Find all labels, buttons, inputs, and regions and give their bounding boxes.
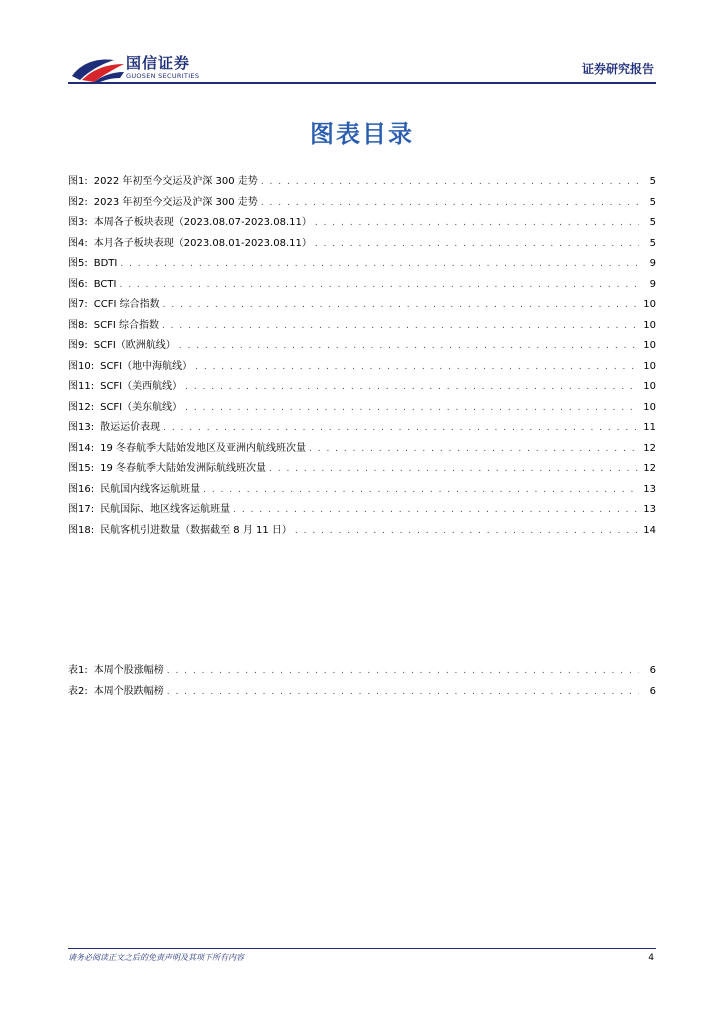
figure-toc-entry[interactable] [68,439,656,460]
entry-title: SCFI（美东航线） [100,401,183,413]
dot-leader [167,666,639,676]
disclaimer-note: 请务必阅读正文之后的免责声明及其项下所有内容 [68,953,244,962]
dot-leader [120,259,639,269]
entry-page-number: 10 [643,340,656,351]
entry-page-number: 10 [643,319,656,331]
dot-leader [261,198,639,208]
entry-label: 图14: [68,442,95,454]
entry-title: SCFI（美西航线） [100,381,183,392]
dot-leader [185,403,639,413]
figure-toc-entry[interactable] [68,336,656,357]
dot-leader [315,239,639,249]
entry-title: SCFI（欧洲航线） [93,340,176,351]
entry-title: 本周各子板块表现（2023.08.07-2023.08.11） [93,217,312,228]
figure-list [68,172,656,541]
entry-page-number: 10 [643,360,656,372]
dot-leader [167,687,639,697]
figure-toc-entry[interactable] [68,398,656,419]
footer-divider [68,948,656,949]
dot-leader [233,505,639,515]
entry-label: 图16: [68,483,95,495]
figure-toc-entry[interactable] [68,275,656,296]
entry-title: 本周个股涨幅榜 [93,665,164,676]
entry-page-number: 6 [649,665,656,676]
dot-leader [179,341,639,351]
dot-leader [163,300,639,310]
page-title: 图表目录 [310,120,414,148]
brand-name [126,55,199,81]
entry-page-number: 13 [643,483,656,495]
entry-title: SCFI（地中海航线） [100,360,193,372]
entry-page-number: 9 [649,258,656,269]
entry-page-number: 6 [649,685,656,697]
figure-toc-entry[interactable] [68,316,656,337]
entry-title: 2022 年初至今交运及沪深 300 走势 [93,176,258,187]
entry-label: 图2: [68,196,88,208]
figure-toc-entry[interactable] [68,357,656,378]
page-number: 4 [648,953,654,963]
guosen-logo-icon [68,52,128,84]
entry-page-number: 5 [649,217,656,228]
entry-page-number: 5 [649,237,656,249]
dot-leader [162,321,639,331]
entry-title: SCFI 综合指数 [93,319,159,331]
table-toc-entry[interactable] [68,682,656,703]
header-divider [68,82,656,84]
table-toc-entry[interactable] [68,661,656,682]
entry-page-number: 13 [643,504,656,515]
dot-leader [195,362,639,372]
entry-page-number: 10 [643,299,656,310]
figure-toc-entry[interactable] [68,213,656,234]
dot-leader [203,485,639,495]
figure-toc-entry[interactable] [68,418,656,439]
figure-toc-entry[interactable] [68,377,656,398]
entry-label: 图6: [68,278,88,290]
entry-title: BDTI [93,258,118,269]
figure-toc-entry[interactable] [68,480,656,501]
brand-name-cn: 国信证券 [126,54,191,72]
entry-label: 图4: [68,237,88,249]
dot-leader [163,423,639,433]
entry-title: 民航国内线客运航班量 [100,483,201,495]
entry-label: 图7: [68,299,88,310]
figure-toc-entry[interactable] [68,193,656,214]
dot-leader [185,382,639,392]
brand-name-en: GUOSEN SECURITIES [126,72,200,80]
entry-page-number: 5 [649,196,656,208]
entry-page-number: 12 [643,442,656,454]
entry-label: 图17: [68,504,95,515]
report-type-label: 证券研究报告 [581,62,654,76]
dot-leader [309,444,639,454]
entry-page-number: 12 [643,463,656,474]
dot-leader [261,177,639,187]
entry-title: 2023 年初至今交运及沪深 300 走势 [93,196,258,208]
figure-toc-entry[interactable] [68,459,656,480]
dot-leader [315,218,639,228]
entry-label: 图3: [68,217,88,228]
entry-page-number: 5 [649,176,656,187]
figure-toc-entry[interactable] [68,521,656,542]
entry-title: 本周个股跌幅榜 [93,685,164,697]
entry-page-number: 10 [643,381,656,392]
entry-page-number: 11 [643,422,656,433]
entry-title: BCTI [93,278,117,290]
entry-label: 图12: [68,401,95,413]
entry-label: 图1: [68,176,88,187]
figure-toc-entry[interactable] [68,234,656,255]
entry-label: 图11: [68,381,95,392]
entry-label: 图5: [68,258,88,269]
entry-title: 民航客机引进数量（数据截至 8 月 11 日） [100,524,292,536]
entry-page-number: 14 [643,524,656,536]
entry-title: CCFI 综合指数 [93,299,160,310]
figure-toc-entry[interactable] [68,254,656,275]
entry-page-number: 9 [649,278,656,290]
page-header [0,0,724,90]
entry-label: 图15: [68,463,95,474]
entry-title: 本月各子板块表现（2023.08.01-2023.08.11） [93,237,312,249]
entry-title: 19 冬春航季大陆始发洲际航线班次量 [100,463,266,474]
entry-label: 图9: [68,340,88,351]
entry-label: 图10: [68,360,95,372]
figure-toc-entry[interactable] [68,500,656,521]
entry-title: 民航国际、地区线客运航班量 [100,504,231,515]
entry-label: 表1: [68,665,88,676]
entry-page-number: 10 [643,401,656,413]
entry-label: 表2: [68,685,88,697]
entry-title: 散运运价表现 [100,422,161,433]
dot-leader [119,280,639,290]
entry-label: 图18: [68,524,95,536]
table-list [68,661,656,702]
entry-label: 图8: [68,319,88,331]
dot-leader [295,526,639,536]
figure-toc-entry[interactable] [68,295,656,316]
dot-leader [269,464,639,474]
entry-title: 19 冬春航季大陆始发地区及亚洲内航线班次量 [100,442,306,454]
figure-toc-entry[interactable] [68,172,656,193]
entry-label: 图13: [68,422,95,433]
